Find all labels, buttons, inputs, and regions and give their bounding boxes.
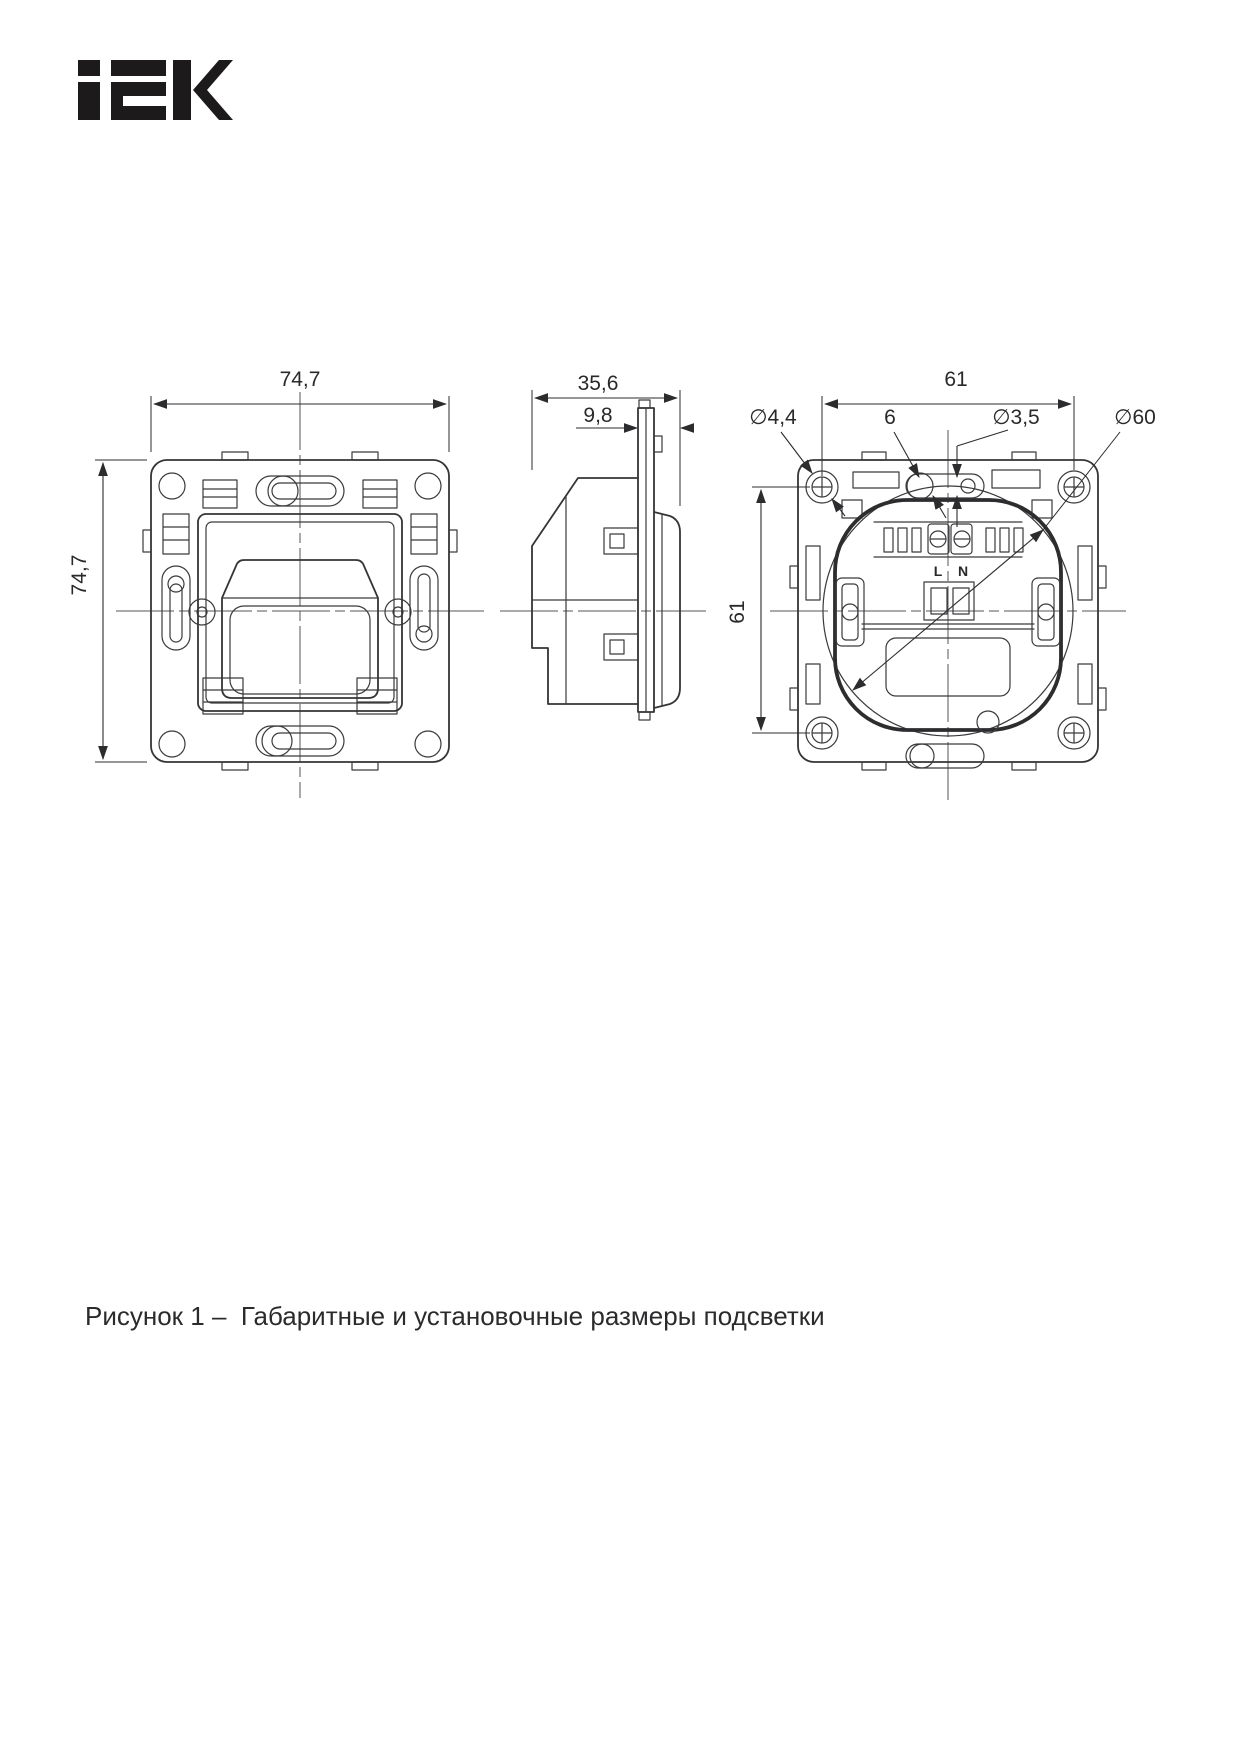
front-keyhole-right: [410, 566, 438, 650]
terminal-label-n: N: [957, 563, 969, 579]
side-dim-protrusion-label: 9,8: [583, 404, 613, 427]
front-keyhole-left: [162, 566, 190, 650]
front-dim-width-label: 74,7: [279, 368, 321, 391]
back-top-slot-right: [992, 470, 1040, 488]
front-dim-height-label: 74,7: [68, 554, 91, 596]
back-side-slots: [806, 546, 1092, 704]
back-top-slot-left: [853, 472, 899, 488]
back-latch-right: [1032, 578, 1060, 646]
side-mechanism-box: [532, 478, 638, 704]
back-view: [726, 368, 1156, 800]
back-dim-slot-label: 6: [884, 406, 896, 429]
back-dim-corner-hole-label: ∅4,4: [749, 406, 797, 429]
side-mounting-plate: [638, 400, 662, 720]
side-dim-depth-label: 35,6: [577, 372, 619, 395]
back-dim-height-label: 61: [726, 600, 749, 624]
back-latch-left: [836, 578, 864, 646]
side-rocker: [654, 512, 680, 708]
side-view: [500, 372, 706, 720]
back-connector-block: [924, 582, 974, 620]
back-dim-body-diameter-label: ∅60: [1114, 406, 1156, 429]
side-dim-protrusion: [576, 404, 694, 428]
back-kidney-slot-bottom: [906, 744, 984, 768]
back-screw-terminals: [928, 524, 972, 554]
figure-caption: Рисунок 1 – Габаритные и установочные размеры подсветки: [85, 1301, 825, 1331]
back-small-hole: [961, 479, 975, 493]
side-dim-depth: [532, 372, 680, 506]
terminal-label-l: L: [933, 563, 943, 579]
side-screw-bosses: [604, 528, 638, 660]
back-dim-width-label: 61: [944, 368, 968, 391]
front-view: [68, 368, 484, 798]
back-dim-small-hole-label: ∅3,5: [992, 406, 1040, 429]
